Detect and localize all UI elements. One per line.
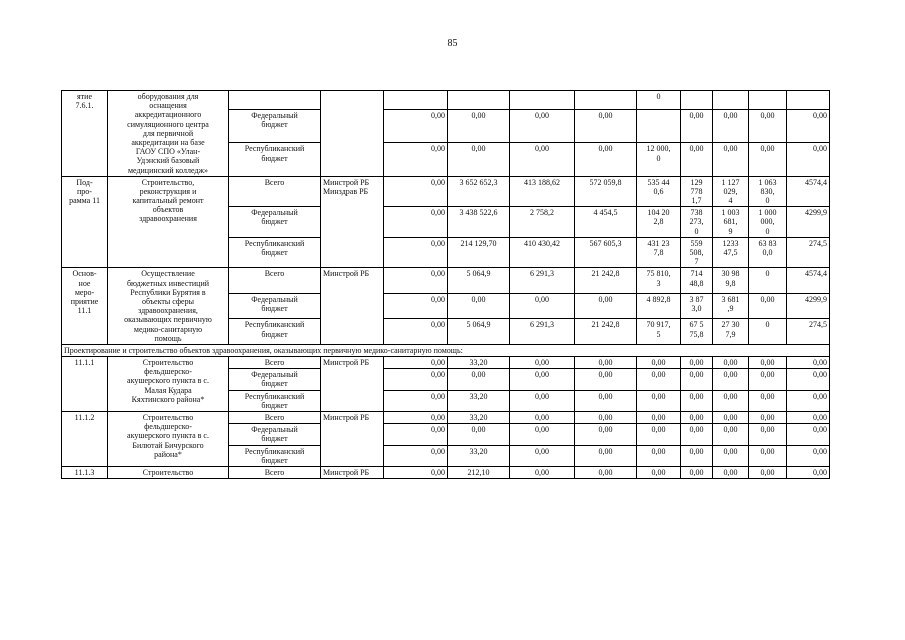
funding-source: Всего xyxy=(229,357,321,369)
value-cell: 3 87 3,0 xyxy=(681,293,713,319)
value-cell: 0,00 xyxy=(787,424,830,445)
row-name: Осуществление бюджетных инвестиций Республики Бурятия в объекты сферы здравоохранения, оказывающих первичную медико-санитарную помощь xyxy=(108,268,229,345)
funding-source: Всего xyxy=(229,176,321,207)
value-cell: 3 652 652,3 xyxy=(448,176,510,207)
value-cell: 0,00 xyxy=(681,466,713,478)
value-cell: 0,00 xyxy=(749,293,787,319)
value-cell: 0,00 xyxy=(575,369,637,390)
value-cell: 0,00 xyxy=(713,110,749,143)
value-cell: 4574,4 xyxy=(787,176,830,207)
value-cell: 0,00 xyxy=(384,357,448,369)
value-cell: 0,00 xyxy=(787,445,830,466)
value-cell: 0,00 xyxy=(384,369,448,390)
value-cell: 559 508, 7 xyxy=(681,237,713,268)
row-number: 11.1.2 xyxy=(62,412,108,467)
funding-source: Федеральный бюджет xyxy=(229,424,321,445)
value-cell: 0 xyxy=(749,319,787,345)
value-cell: 0,00 xyxy=(510,424,575,445)
value-cell: 0,00 xyxy=(637,412,681,424)
value-cell: 0,00 xyxy=(384,110,448,143)
value-cell: 0,00 xyxy=(749,369,787,390)
value-cell: 0,00 xyxy=(637,357,681,369)
value-cell: 0,00 xyxy=(681,110,713,143)
funding-source: Всего xyxy=(229,412,321,424)
value-cell: 0,00 xyxy=(749,143,787,176)
value-cell: 33,20 xyxy=(448,357,510,369)
value-cell: 0,00 xyxy=(510,412,575,424)
value-cell: 0,00 xyxy=(681,143,713,176)
value-cell: 21 242,8 xyxy=(575,319,637,345)
value-cell: 0,00 xyxy=(681,412,713,424)
page-number: 85 xyxy=(447,38,458,49)
value-cell: 0 xyxy=(637,91,681,110)
value-cell: 572 059,8 xyxy=(575,176,637,207)
value-cell xyxy=(384,91,448,110)
value-cell: 21 242,8 xyxy=(575,268,637,294)
value-cell: 0,00 xyxy=(510,369,575,390)
value-cell xyxy=(637,110,681,143)
value-cell: 0,00 xyxy=(681,357,713,369)
value-cell: 0,00 xyxy=(510,466,575,478)
value-cell: 1 003 681, 9 xyxy=(713,207,749,238)
value-cell: 0,00 xyxy=(384,412,448,424)
value-cell: 212,10 xyxy=(448,466,510,478)
funding-source: Федеральный бюджет xyxy=(229,293,321,319)
value-cell: 0,00 xyxy=(637,445,681,466)
value-cell xyxy=(681,91,713,110)
value-cell: 4574,4 xyxy=(787,268,830,294)
funding-source: Всего xyxy=(229,466,321,478)
value-cell: 0,00 xyxy=(384,268,448,294)
value-cell: 431 23 7,8 xyxy=(637,237,681,268)
value-cell: 6 291,3 xyxy=(510,268,575,294)
value-cell: 0,00 xyxy=(510,293,575,319)
value-cell xyxy=(787,91,830,110)
value-cell: 0,00 xyxy=(575,424,637,445)
table-row xyxy=(62,268,830,294)
value-cell: 0,00 xyxy=(575,466,637,478)
row-number: 11.1.1 xyxy=(62,357,108,412)
row-number: ятие 7.6.1. xyxy=(62,91,108,177)
value-cell: 129 778 1,7 xyxy=(681,176,713,207)
value-cell: 0,00 xyxy=(713,445,749,466)
value-cell: 0,00 xyxy=(575,390,637,411)
value-cell: 0,00 xyxy=(384,293,448,319)
value-cell: 27 30 7,9 xyxy=(713,319,749,345)
value-cell: 0,00 xyxy=(749,110,787,143)
value-cell: 0,00 xyxy=(384,390,448,411)
value-cell: 410 430,42 xyxy=(510,237,575,268)
funding-source: Республиканский бюджет xyxy=(229,237,321,268)
section-title: Проектирование и строительство объектов здравоохранения, оказывающих первичную медико-санитарную помощь: xyxy=(62,344,830,356)
value-cell: 4299,9 xyxy=(787,293,830,319)
value-cell: 1233 47,5 xyxy=(713,237,749,268)
executor: Минстрой РБ xyxy=(321,412,384,467)
value-cell: 0,00 xyxy=(448,424,510,445)
executor: Минстрой РБ xyxy=(321,357,384,412)
value-cell: 0,00 xyxy=(637,390,681,411)
budget-table xyxy=(61,90,830,479)
funding-source xyxy=(229,91,321,110)
value-cell: 0,00 xyxy=(637,466,681,478)
value-cell xyxy=(448,91,510,110)
value-cell: 0,00 xyxy=(575,143,637,176)
value-cell: 1 000 000, 0 xyxy=(749,207,787,238)
row-number: Основ- ное меро- приятие 11.1 xyxy=(62,268,108,345)
value-cell: 33,20 xyxy=(448,445,510,466)
value-cell: 0,00 xyxy=(384,319,448,345)
value-cell: 274,5 xyxy=(787,319,830,345)
value-cell: 0,00 xyxy=(448,293,510,319)
value-cell: 33,20 xyxy=(448,412,510,424)
value-cell: 70 917, 5 xyxy=(637,319,681,345)
row-number: 11.1.3 xyxy=(62,466,108,478)
value-cell: 0,00 xyxy=(787,143,830,176)
row-name: Строительство фельдшерско- акушерского пункта в с. Билютай Бичурского района* xyxy=(108,412,229,467)
value-cell: 2 758,2 xyxy=(510,207,575,238)
value-cell: 0,00 xyxy=(787,390,830,411)
value-cell: 1 063 830, 0 xyxy=(749,176,787,207)
value-cell: 535 44 0,6 xyxy=(637,176,681,207)
value-cell: 274,5 xyxy=(787,237,830,268)
value-cell: 0,00 xyxy=(787,466,830,478)
value-cell: 3 681 ,9 xyxy=(713,293,749,319)
value-cell: 0,00 xyxy=(681,445,713,466)
value-cell: 0,00 xyxy=(749,424,787,445)
value-cell: 0,00 xyxy=(681,424,713,445)
value-cell: 0,00 xyxy=(681,390,713,411)
value-cell: 0,00 xyxy=(681,369,713,390)
value-cell: 0,00 xyxy=(384,445,448,466)
value-cell: 0,00 xyxy=(787,412,830,424)
value-cell: 0,00 xyxy=(787,369,830,390)
value-cell: 6 291,3 xyxy=(510,319,575,345)
value-cell: 738 273, 0 xyxy=(681,207,713,238)
row-name: оборудования для оснащения аккредитационного симуляционного центра для первичной аккредитации на базе ГАОУ СПО «Улан- Удэнский базовый медицинский колледж» xyxy=(108,91,229,177)
value-cell: 0,00 xyxy=(510,143,575,176)
value-cell: 0,00 xyxy=(787,357,830,369)
value-cell: 0,00 xyxy=(713,412,749,424)
value-cell: 0,00 xyxy=(448,369,510,390)
executor xyxy=(321,91,384,177)
value-cell: 0,00 xyxy=(713,424,749,445)
executor: Минстрой РБ Минздрав РБ xyxy=(321,176,384,268)
row-name: Строительство xyxy=(108,466,229,478)
value-cell: 63 83 0,0 xyxy=(749,237,787,268)
value-cell xyxy=(713,91,749,110)
value-cell: 567 605,3 xyxy=(575,237,637,268)
value-cell: 33,20 xyxy=(448,390,510,411)
funding-source: Республиканский бюджет xyxy=(229,319,321,345)
table-row xyxy=(62,176,830,207)
row-number: Под- про- рамма 11 xyxy=(62,176,108,268)
value-cell: 0,00 xyxy=(510,445,575,466)
value-cell: 5 064,9 xyxy=(448,268,510,294)
value-cell: 0,00 xyxy=(713,369,749,390)
funding-source: Федеральный бюджет xyxy=(229,207,321,238)
executor: Минстрой РБ xyxy=(321,268,384,345)
value-cell: 714 48,8 xyxy=(681,268,713,294)
value-cell: 0,00 xyxy=(787,110,830,143)
value-cell: 0 xyxy=(749,268,787,294)
value-cell: 0,00 xyxy=(713,466,749,478)
value-cell: 0,00 xyxy=(510,110,575,143)
funding-source: Федеральный бюджет xyxy=(229,369,321,390)
value-cell xyxy=(575,91,637,110)
value-cell: 0,00 xyxy=(448,143,510,176)
value-cell xyxy=(749,91,787,110)
value-cell: 0,00 xyxy=(384,466,448,478)
value-cell: 0,00 xyxy=(713,390,749,411)
value-cell: 30 98 9,8 xyxy=(713,268,749,294)
value-cell: 67 5 75,8 xyxy=(681,319,713,345)
value-cell: 104 20 2,8 xyxy=(637,207,681,238)
table-row xyxy=(62,91,830,110)
value-cell: 4 892,8 xyxy=(637,293,681,319)
value-cell: 4 454,5 xyxy=(575,207,637,238)
value-cell: 5 064,9 xyxy=(448,319,510,345)
value-cell: 0,00 xyxy=(448,110,510,143)
value-cell: 0,00 xyxy=(575,357,637,369)
value-cell: 0,00 xyxy=(575,445,637,466)
value-cell: 0,00 xyxy=(749,445,787,466)
value-cell xyxy=(510,91,575,110)
value-cell: 3 438 522,6 xyxy=(448,207,510,238)
value-cell: 0,00 xyxy=(749,412,787,424)
funding-source: Республиканский бюджет xyxy=(229,390,321,411)
value-cell: 12 000, 0 xyxy=(637,143,681,176)
value-cell: 0,00 xyxy=(384,424,448,445)
value-cell: 0,00 xyxy=(575,293,637,319)
value-cell: 0,00 xyxy=(510,390,575,411)
value-cell: 0,00 xyxy=(637,424,681,445)
funding-source: Республиканский бюджет xyxy=(229,143,321,176)
value-cell: 0,00 xyxy=(384,207,448,238)
value-cell: 214 129,70 xyxy=(448,237,510,268)
value-cell: 413 188,62 xyxy=(510,176,575,207)
table-row xyxy=(62,412,830,424)
section-row xyxy=(62,344,830,356)
value-cell: 0,00 xyxy=(713,143,749,176)
funding-source: Всего xyxy=(229,268,321,294)
row-name: Строительство, реконструкция и капитальный ремонт объектов здравоохранения xyxy=(108,176,229,268)
value-cell: 0,00 xyxy=(384,237,448,268)
value-cell: 0,00 xyxy=(749,390,787,411)
executor: Минстрой РБ xyxy=(321,466,384,478)
value-cell: 75 810, 3 xyxy=(637,268,681,294)
funding-source: Федеральный бюджет xyxy=(229,110,321,143)
funding-source: Республиканский бюджет xyxy=(229,445,321,466)
value-cell: 0,00 xyxy=(637,369,681,390)
value-cell: 0,00 xyxy=(384,143,448,176)
value-cell: 0,00 xyxy=(713,357,749,369)
value-cell: 1 127 029, 4 xyxy=(713,176,749,207)
value-cell: 4299,9 xyxy=(787,207,830,238)
value-cell: 0,00 xyxy=(749,357,787,369)
row-name: Строительство фельдшерско- акушерского пункта в с. Малая Кудара Кяхтинского района* xyxy=(108,357,229,412)
table-row xyxy=(62,357,830,369)
value-cell: 0,00 xyxy=(575,110,637,143)
value-cell: 0,00 xyxy=(384,176,448,207)
value-cell: 0,00 xyxy=(575,412,637,424)
value-cell: 0,00 xyxy=(749,466,787,478)
value-cell: 0,00 xyxy=(510,357,575,369)
table-row xyxy=(62,466,830,478)
